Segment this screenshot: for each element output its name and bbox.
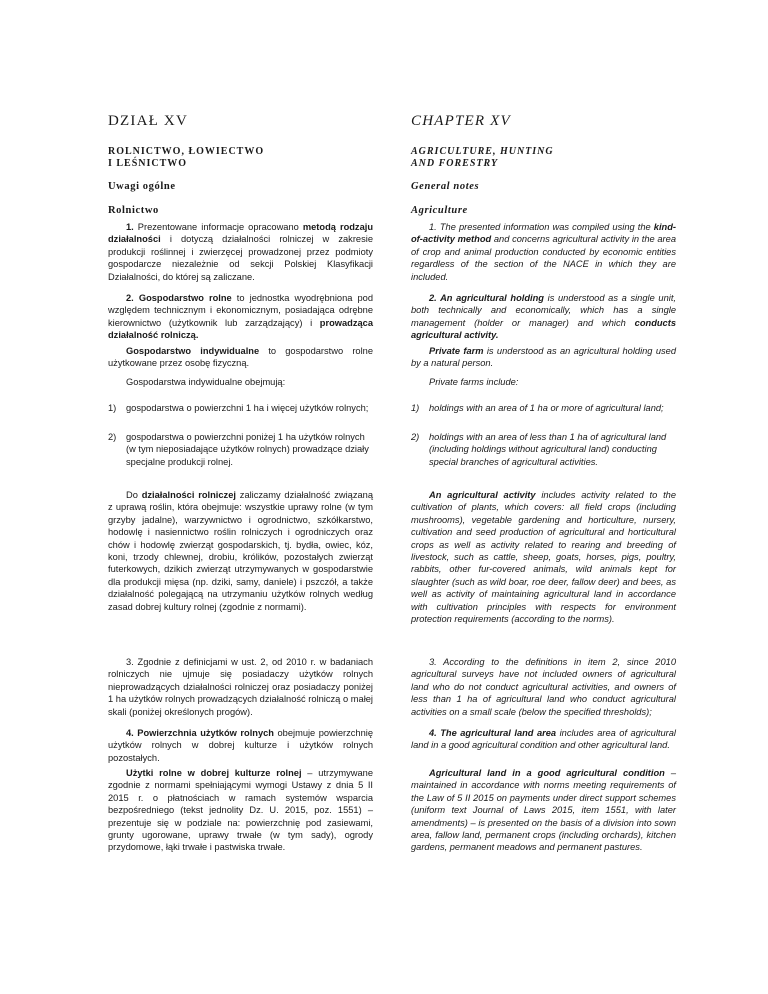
list-item: 2) holdings with an area of less than 1 ha of agricultural land (including holdings without agricultural land) conducting special branches of agricultural activities. [411, 432, 667, 467]
section-title [108, 146, 264, 170]
general-notes-heading: Uwagi ogólne [108, 181, 176, 192]
chapter-heading: CHAPTER XV [411, 113, 511, 129]
paragraph-5: An agricultural activity includes activity related to the cultivation of plants, which covers: all field crops (including mushrooms), vegetable gardening and horticulture, nursery, cultivation and seed production of agricultural and horticultural crops as well as activity related to rearing and breeding of livestock, such as cattle, sheep, goats, horses, pigs, poultry, rabbits, other fur-covered animals, wild animals kept for slaughter (such as wild boar, roe deer, fallow deer) and bees, as well as activity of maintaining agricultural land in accordance with cultivation principles with respects for environment protection requirements (according to the norms). [411, 490, 676, 625]
paragraph-2: 2. An agricultural holding is understood as a single unit, both technically and economically, which has a single management (holder or manager) and which conducts agricultural activity. [411, 293, 676, 341]
subsection-heading: Agriculture [411, 205, 468, 216]
paragraph-4: Gospodarstwa indywidualne obejmują: [126, 377, 286, 387]
paragraph-7: 4. Powierzchnia użytków rolnych obejmuje powierzchnię użytków rolnych w dobrej kulturze i użytków rolnych pozostałych. [108, 728, 374, 763]
paragraph-3: Private farm is understood as an agricultural holding used by a natural person. [411, 346, 676, 369]
subsection-heading: Rolnictwo [108, 205, 159, 216]
paragraph-8: Użytki rolne w dobrej kulturze rolnej – utrzymywane zgodnie z normami spełniającymi wymogi Ustawy z dnia 5 II 2015 r. o płatnościach w ramach systemów wsparcia bezpośredniego (tekst jednolity Dz. U. 2015, poz. 1551) – prezentuje się w podziale na: powierzchnię pod zasiewami, grunty ugorowane, uprawy trwałe (w tym sady), ogrody przydomowe, łąki trwałe i pastwiska trwałe. [108, 768, 373, 853]
general-notes-heading: General notes [411, 181, 480, 192]
list-item: 1) gospodarstwa o powierzchni 1 ha i więcej użytków rolnych; [108, 403, 369, 413]
paragraph-7: 4. The agricultural land area includes area of agricultural land in a good agricultural condition and other agricultural land. [411, 728, 677, 751]
list-item: 2) gospodarstwa o powierzchni poniżej 1 ha użytków rolnych (w tym nieposiadające użytków rolnych) prowadzące działy specjalne produkcji rolnej. [108, 432, 369, 467]
paragraph-1: 1. The presented information was compiled using the kind-of-activity method and concerns agricultural activity in the area of crop and animal production conducted by economic entities regardless of the section of the NACE in which they are included. [411, 222, 676, 282]
paragraph-5: Do działalności rolniczej zaliczamy działalność związaną z uprawą roślin, która obejmuje: wszystkie uprawy rolne (w tym grzyby jadalne), warzywnictwo i ogrodnictwo, szkółkarstwo, hodowlę i nasiennictwo roślin rolniczych i ogrodniczych oraz chów i hodowlę zwierząt gospodarskich, tj. bydła, owiec, kóz, koni, trzody chlewnej, drobiu, królików, pozostałych zwierząt futerkowych, dzikich zwierząt utrzymywanych w gospodarstwie dla produkcji mięsa (np. dziki, samy, daniele) i pszczół, a także działalność polegającą na utrzymaniu użytków rolnych według zasad dobrej kultury rolnej (zgodnie z normami). [108, 490, 374, 612]
chapter-heading: DZIAŁ XV [108, 113, 189, 129]
section-title-line2: AND FORESTRY [411, 158, 499, 169]
section-title-line1: ROLNICTWO, ŁOWIECTWO [108, 146, 265, 157]
para-number: 1. [126, 222, 134, 232]
section-title [411, 146, 554, 170]
paragraph-8: Agricultural land in a good agricultural condition – maintained in accordance with norms meeting requirements of the Law of 5 II 2015 on payments under direct support schemes (uniform text Journal of Laws 2015, item 1551, with later amendments) – is presented on the basis of a division into sown area, fallow land, permanent crops (including orchards), kitchen gardens, permanent meadows and permanent pastures. [411, 768, 676, 853]
paragraph-4: Private farms include: [429, 377, 519, 387]
list-item: 1) holdings with an area of 1 ha or more of agricultural land; [411, 403, 664, 413]
paragraph-6: 3. According to the definitions in item 2, since 2010 agricultural surveys have not included owners of agricultural land who do not conduct agricultural activities, and owners of less than 1 ha of agricultural land who conduct agricultural activities on a small scale (below the specified thresholds); [411, 657, 676, 717]
paragraph-3: Gospodarstwo indywidualne to gospodarstwo rolne użytkowane przez osobę fizyczną. [108, 346, 373, 369]
section-title-line2: I LEŚNICTWO [108, 158, 188, 169]
section-title-line1: AGRICULTURE, HUNTING [411, 146, 554, 157]
paragraph-6: 3. Zgodnie z definicjami w ust. 2, od 2010 r. w badaniach rolniczych nie ujmuje się posiadaczy użytków rolnych nieprowadzących działalności rolniczej oraz posiadaczy poniżej 1 ha użytków rolnych prowadzących działalność rolniczą o małej skali (poniżej określonych progów). [108, 657, 373, 717]
paragraph-2: 2. Gospodarstwo rolne to jednostka wyodrębniona pod względem technicznym i ekonomicznym, posiadająca odrębne kierownictwo (użytkownik lub zarządzający) i prowadząca działalność rolniczą. [108, 293, 373, 341]
paragraph-1: 1. Prezentowane informacje opracowano metodą rodzaju działalności i dotyczą działalności rolniczej w zakresie produkcji roślinnej i zwierzęcej prowadzonej przez podmioty gospodarcze niezależnie od sekcji Polskiej Klasyfikacji Działalności, do której są zaliczane. [108, 222, 374, 282]
